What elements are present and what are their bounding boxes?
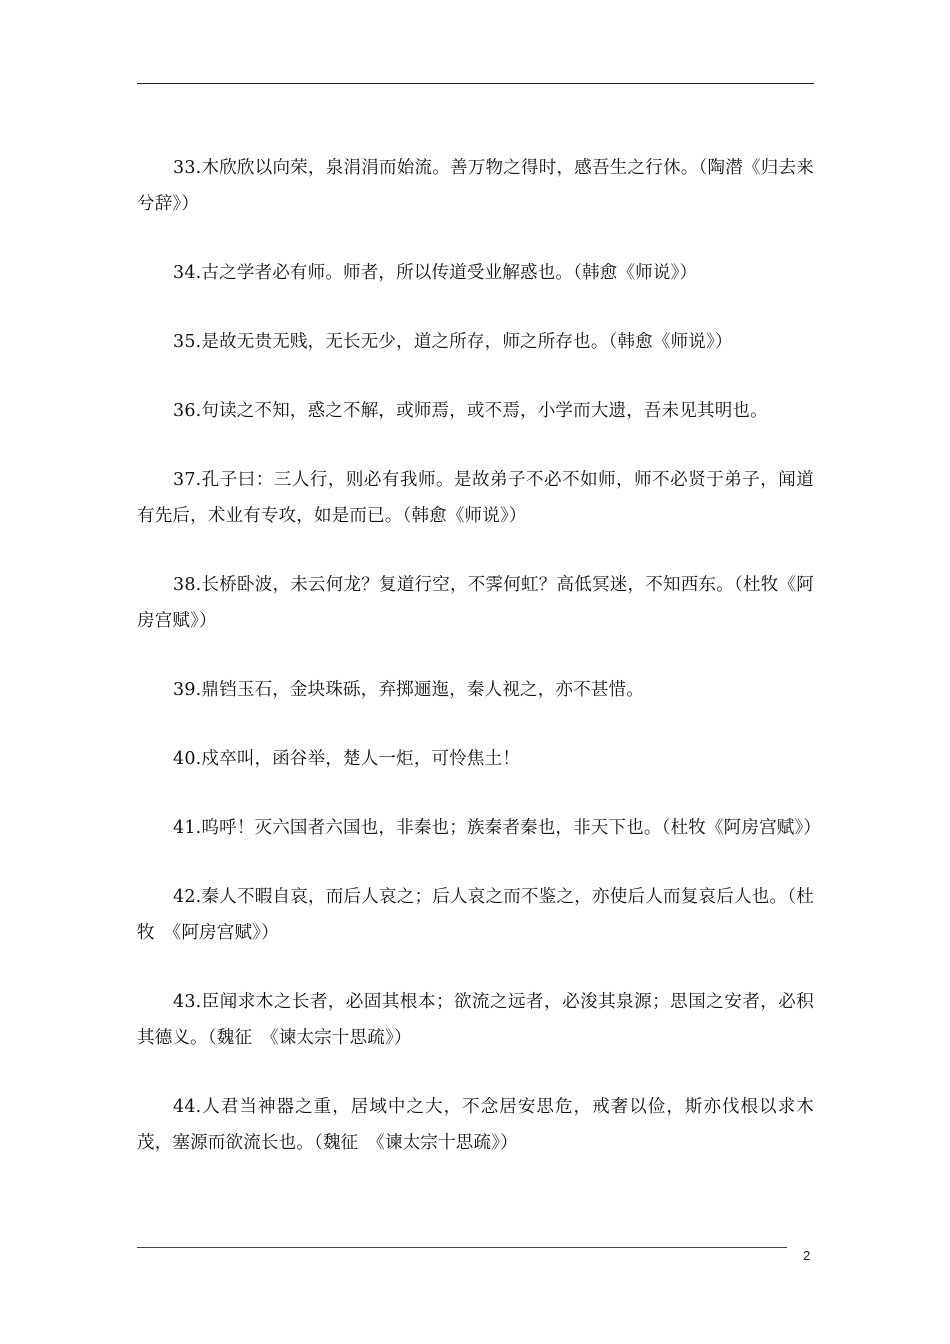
paragraph-34: 34.古之学者必有师。师者，所以传道受业解惑也。（韩愈《师说》） — [173, 263, 698, 283]
paragraph-33: 33.木欣欣以向荣，泉涓涓而始流。善万物之得时，感吾生之行休。（陶潜《归去来兮辞》） — [137, 158, 814, 214]
document-body — [137, 150, 822, 1194]
paragraph-39: 39.鼎铛玉石，金块珠砾，弃掷逦迤，秦人视之，亦不甚惜。 — [173, 680, 644, 700]
paragraph-37: 37.孔子曰：三人行，则必有我师。是故弟子不必不如师，师不必贤于弟子，闻道有先后，术业有专攻，如是而已。（韩愈《师说》） — [137, 470, 814, 526]
paragraph-38: 38.长桥卧波，未云何龙？复道行空，不霁何虹？高低冥迷，不知西东。（杜牧《阿房宫赋》） — [137, 575, 814, 631]
footer-rule — [137, 1247, 787, 1248]
paragraph-40: 40.戍卒叫，函谷举，楚人一炬，可怜焦土！ — [173, 749, 521, 769]
paragraph-36: 36.句读之不知，惑之不解，或师焉，或不焉，小学而大遗，吾未见其明也。 — [173, 401, 768, 421]
paragraph-43: 43.臣闻求木之长者，必固其根本；欲流之远者，必浚其泉源；思国之安者，必积其德义。（魏征 《谏太宗十思疏》） — [137, 992, 814, 1048]
page-number: 2 — [803, 1248, 811, 1263]
paragraph-42: 42.秦人不暇自哀，而后人哀之；后人哀之而不鉴之，亦使后人而复哀后人也。（杜牧 《阿房宫赋》） — [137, 887, 814, 943]
paragraph-41: 41.呜呼！灭六国者六国也，非秦也；族秦者秦也，非天下也。（杜牧《阿房宫赋》） — [173, 818, 822, 838]
paragraph-44: 44.人君当神器之重，居域中之大，不念居安思危，戒奢以俭，斯亦伐根以求木茂，塞源而欲流长也。（魏征 《谏太宗十思疏》） — [137, 1097, 814, 1153]
header-rule — [137, 83, 814, 84]
paragraph-35: 35.是故无贵无贱，无长无少，道之所存，师之所存也。（韩愈《师说》） — [173, 332, 733, 352]
